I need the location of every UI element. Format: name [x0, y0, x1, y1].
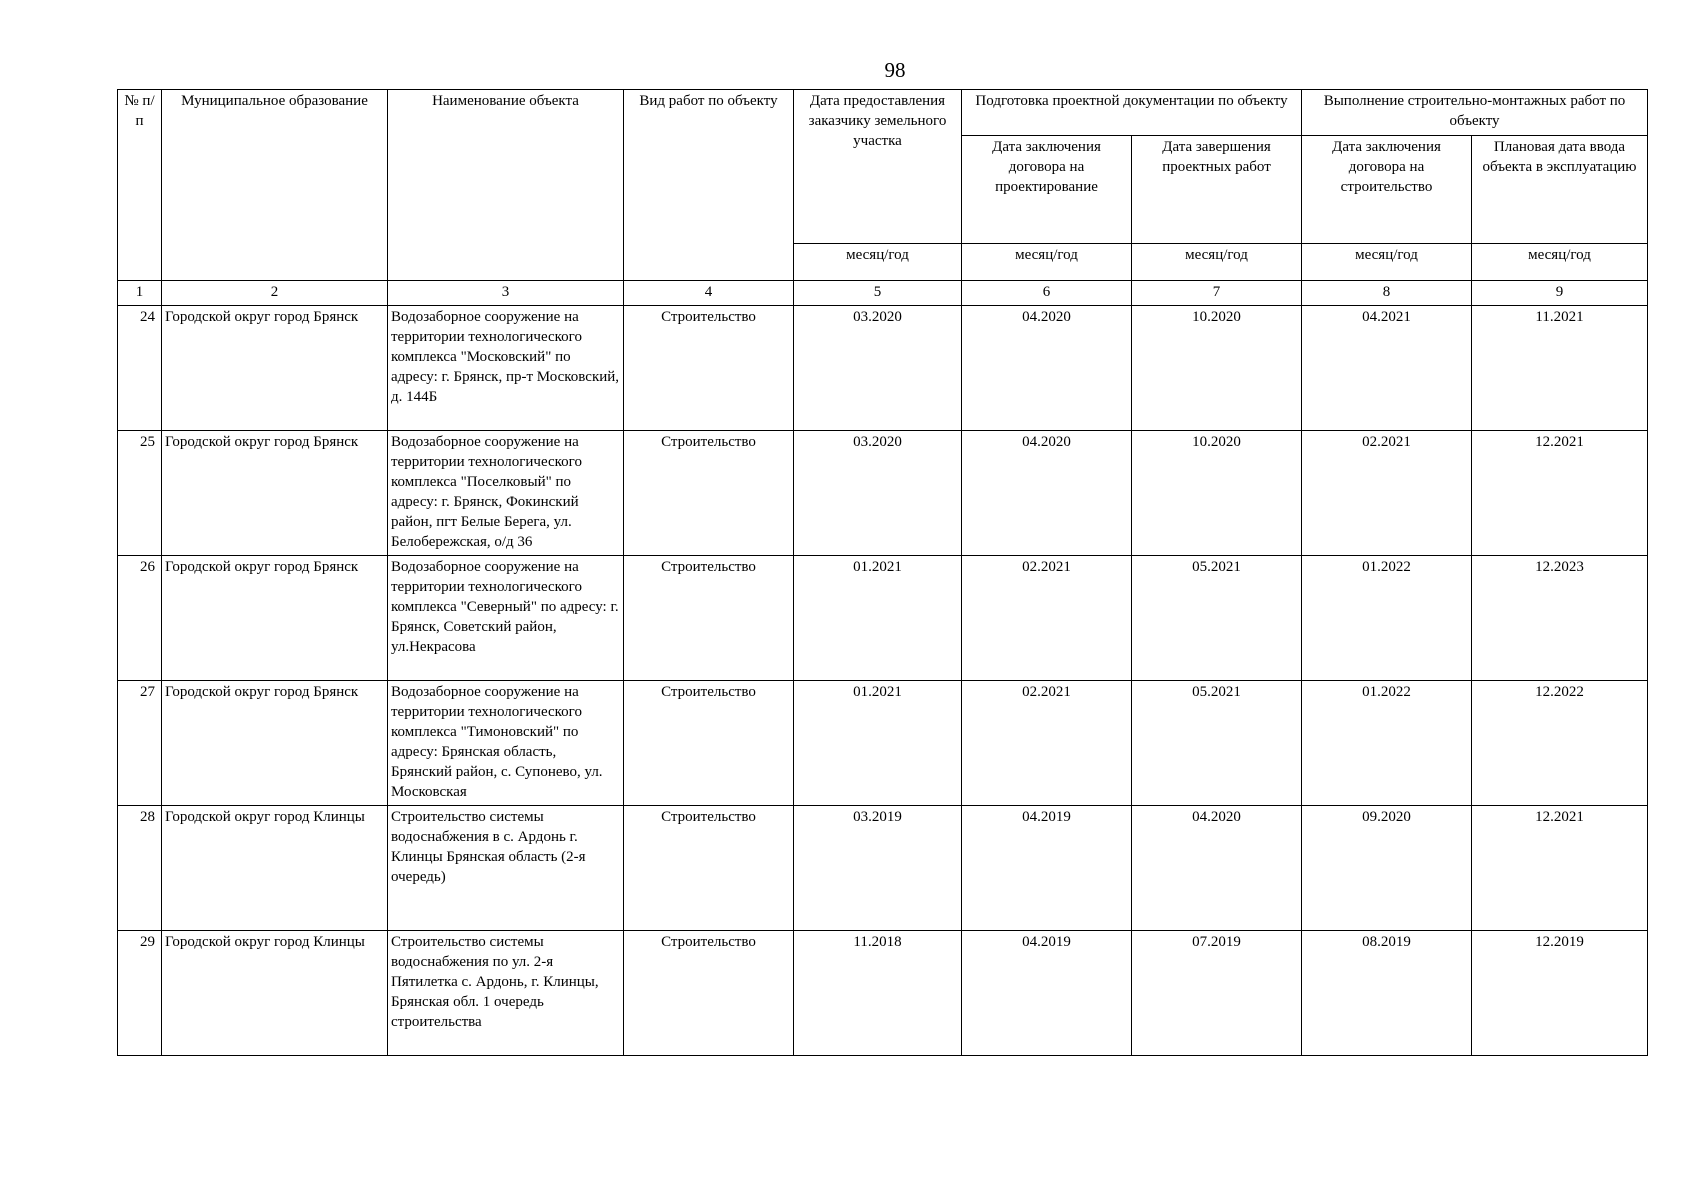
design-finish-cell: 07.2019: [1132, 931, 1302, 1056]
commissioning-cell: 12.2019: [1472, 931, 1648, 1056]
column-number: 2: [162, 281, 388, 306]
work-type-cell: Строительство: [624, 556, 794, 681]
table-row: [118, 306, 1648, 431]
header-commissioning: Плановая дата ввода объекта в эксплуатацию: [1472, 136, 1648, 244]
municipality-cell: Городской округ город Клинцы: [162, 931, 388, 1056]
column-number: 9: [1472, 281, 1648, 306]
design-contract-cell: 02.2021: [962, 556, 1132, 681]
commissioning-cell: 12.2021: [1472, 806, 1648, 931]
row-number: 27: [118, 681, 162, 806]
land-date-cell: 01.2021: [794, 681, 962, 806]
row-number: 26: [118, 556, 162, 681]
work-type-cell: Строительство: [624, 681, 794, 806]
work-type-cell: Строительство: [624, 431, 794, 556]
object-name-cell: Водозаборное сооружение на территории технологического комплекса "Северный" по адресу: г. Брянск, Советский район, ул.Некрасова: [388, 556, 624, 681]
header-design-group: Подготовка проектной документации по объекту: [962, 90, 1302, 136]
work-type-cell: Строительство: [624, 806, 794, 931]
column-number: 7: [1132, 281, 1302, 306]
unit-label: месяц/год: [1302, 244, 1472, 281]
design-finish-cell: 05.2021: [1132, 556, 1302, 681]
column-number: 1: [118, 281, 162, 306]
object-name-cell: Водозаборное сооружение на территории технологического комплекса "Поселковый" по адресу: г. Брянск, Фокинский район, пгт Белые Берега, ул. Белобережская, о/д 36: [388, 431, 624, 556]
objects-table: [117, 89, 1648, 1056]
land-date-cell: 03.2020: [794, 306, 962, 431]
table-row: [118, 556, 1648, 681]
design-contract-cell: 04.2019: [962, 931, 1132, 1056]
land-date-cell: 11.2018: [794, 931, 962, 1056]
object-name-cell: Водозаборное сооружение на территории технологического комплекса "Тимоновский" по адресу: Брянская область, Брянский район, с. Супонево, ул. Московская: [388, 681, 624, 806]
work-type-cell: Строительство: [624, 306, 794, 431]
municipality-cell: Городской округ город Брянск: [162, 681, 388, 806]
row-number: 24: [118, 306, 162, 431]
commissioning-cell: 12.2022: [1472, 681, 1648, 806]
commissioning-cell: 11.2021: [1472, 306, 1648, 431]
design-contract-cell: 04.2020: [962, 306, 1132, 431]
design-finish-cell: 05.2021: [1132, 681, 1302, 806]
construction-contract-cell: 09.2020: [1302, 806, 1472, 931]
unit-label: месяц/год: [794, 244, 962, 281]
design-finish-cell: 10.2020: [1132, 306, 1302, 431]
land-date-cell: 01.2021: [794, 556, 962, 681]
column-number: 3: [388, 281, 624, 306]
design-finish-cell: 04.2020: [1132, 806, 1302, 931]
column-number: 5: [794, 281, 962, 306]
table-row: [118, 431, 1648, 556]
page-number: 98: [884, 58, 906, 82]
header-object-name: Наименование объекта: [388, 90, 624, 281]
header-construction-contract: Дата заключения договора на строительство: [1302, 136, 1472, 244]
header-num: № п/п: [118, 90, 162, 281]
row-number: 29: [118, 931, 162, 1056]
object-name-cell: Строительство системы водоснабжения в с. Ардонь г. Клинцы Брянская область (2-я очередь): [388, 806, 624, 931]
table-row: [118, 806, 1648, 931]
table-row: [118, 931, 1648, 1056]
object-name-cell: Водозаборное сооружение на территории технологического комплекса "Московский" по адресу: г. Брянск, пр-т Московский, д. 144Б: [388, 306, 624, 431]
header-construction-group: Выполнение строительно-монтажных работ по объекту: [1302, 90, 1648, 136]
design-finish-cell: 10.2020: [1132, 431, 1302, 556]
municipality-cell: Городской округ город Брянск: [162, 556, 388, 681]
land-date-cell: 03.2019: [794, 806, 962, 931]
design-contract-cell: 02.2021: [962, 681, 1132, 806]
construction-contract-cell: 02.2021: [1302, 431, 1472, 556]
row-number: 28: [118, 806, 162, 931]
design-contract-cell: 04.2019: [962, 806, 1132, 931]
construction-contract-cell: 01.2022: [1302, 556, 1472, 681]
municipality-cell: Городской округ город Клинцы: [162, 806, 388, 931]
column-number: 4: [624, 281, 794, 306]
work-type-cell: Строительство: [624, 931, 794, 1056]
land-date-cell: 03.2020: [794, 431, 962, 556]
unit-label: месяц/год: [1472, 244, 1648, 281]
object-name-cell: Строительство системы водоснабжения по ул. 2-я Пятилетка с. Ардонь, г. Клинцы, Брянская обл. 1 очередь строительства: [388, 931, 624, 1056]
unit-label: месяц/год: [962, 244, 1132, 281]
column-number: 6: [962, 281, 1132, 306]
construction-contract-cell: 01.2022: [1302, 681, 1472, 806]
unit-label: месяц/год: [1132, 244, 1302, 281]
header-work-type: Вид работ по объекту: [624, 90, 794, 281]
municipality-cell: Городской округ город Брянск: [162, 431, 388, 556]
commissioning-cell: 12.2021: [1472, 431, 1648, 556]
municipality-cell: Городской округ город Брянск: [162, 306, 388, 431]
commissioning-cell: 12.2023: [1472, 556, 1648, 681]
column-number: 8: [1302, 281, 1472, 306]
construction-contract-cell: 04.2021: [1302, 306, 1472, 431]
construction-contract-cell: 08.2019: [1302, 931, 1472, 1056]
column-numbers-row: [118, 281, 1648, 306]
design-contract-cell: 04.2020: [962, 431, 1132, 556]
table-row: [118, 681, 1648, 806]
header-municipality: Муниципальное образование: [162, 90, 388, 281]
header-design-finish: Дата завершения проектных работ: [1132, 136, 1302, 244]
header-design-contract: Дата заключения договора на проектирование: [962, 136, 1132, 244]
row-number: 25: [118, 431, 162, 556]
header-land-date: Дата предоставления заказчику земельного участка: [794, 90, 962, 244]
